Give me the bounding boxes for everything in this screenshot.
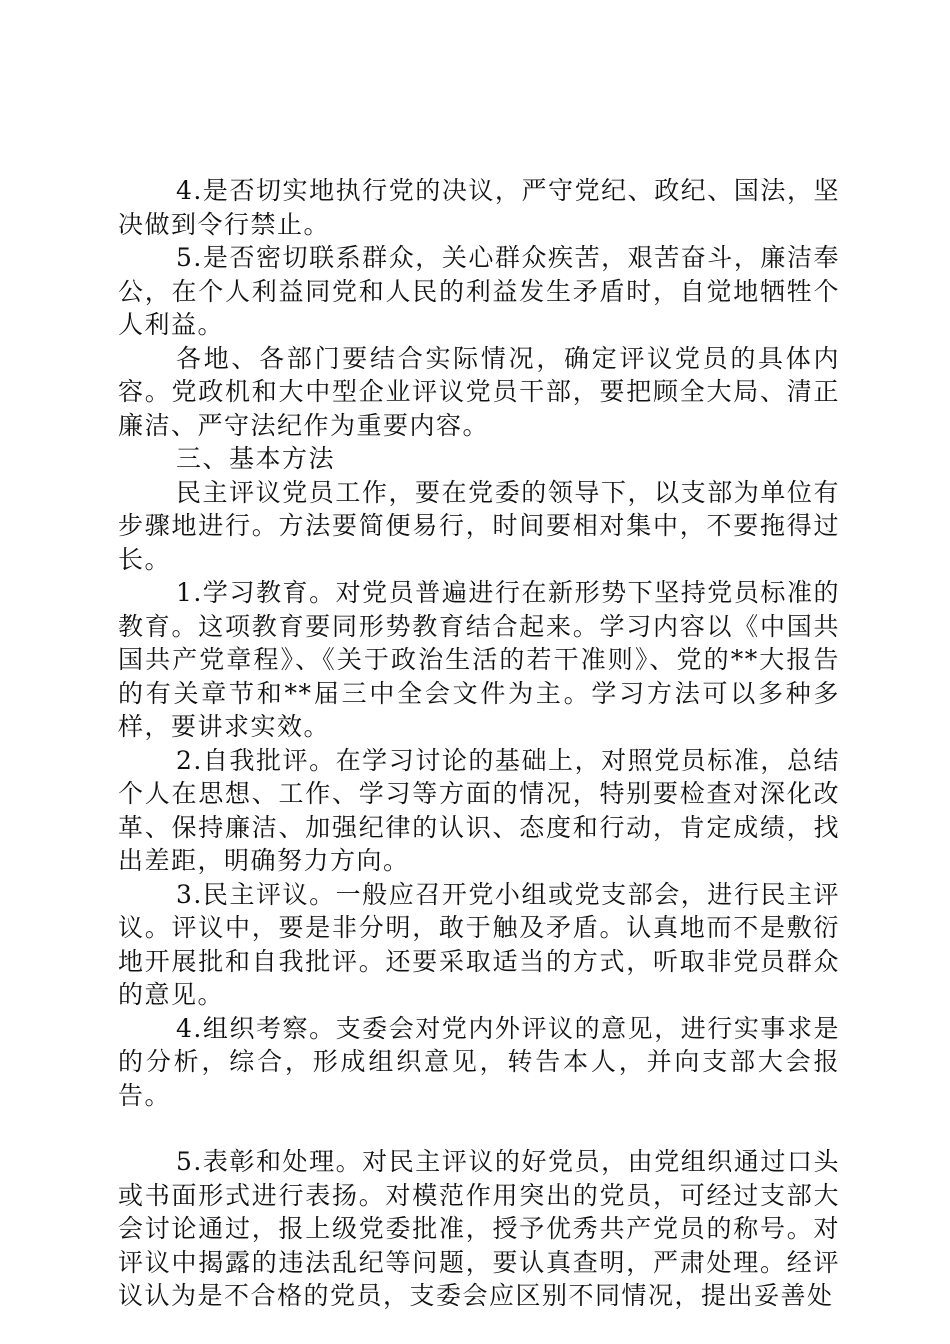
paragraph-item-5: 5.是否密切联系群众，关心群众疾苦，艰苦奋斗，廉洁奉公，在个人利益同党和人民的利益发生矛盾时，自觉地牺牲个人利益。 [118, 243, 840, 339]
paragraph-commendation-handling: 5.表彰和处理。对民主评议的好党员，由党组织通过口头或书面形式进行表扬。对模范作用突出的党员，可经过支部大会讨论通过，报上级党委批准，授予优秀共产党员的称号。对评议中揭露的违法乱纪等问题，要认真查明，严肃处理。经评议认为是不合格的党员，支委会应区别不同情况，提出妥善处 [118, 1147, 840, 1310]
paragraph-evaluation-content: 各地、各部门要结合实际情况，确定评议党员的具体内容。党政机和大中型企业评议党员干部，要把顾全大局、清正廉洁、严守法纪作为重要内容。 [118, 343, 840, 440]
paragraph-item-4: 4.是否切实地执行党的决议，严守党纪、政纪、国法，坚决做到令行禁止。 [118, 176, 840, 239]
paragraph-self-criticism: 2.自我批评。在学习讨论的基础上，对照党员标准，总结个人在思想、工作、学习等方面的情况，特别要检查对深化改革、保持廉洁、加强纪律的认识、态度和行动，肯定成绩，找出差距，明确努力方向。 [118, 745, 840, 875]
paragraph-study-education: 1.学习教育。对党员普遍进行在新形势下坚持党员标准的教育。这项教育要同形势教育结合起来。学习内容以《中国共国共产党章程》、《关于政治生活的若干准则》、党的**大报告的有关章节和**届三中全会文件为主。学习方法可以多种多样，要讲求实效。 [118, 578, 840, 741]
paragraph-organizational-review: 4.组织考察。支委会对党内外评议的意见，进行实事求是的分析，综合，形成组织意见，转告本人，并向支部大会报告。 [118, 1013, 840, 1110]
paragraph-democratic-evaluation: 3.民主评议。一般应召开党小组或党支部会，进行民主评议。评议中，要是非分明，敢于触及矛盾。认真地而不是敷衍地开展批和自我批评。还要采取适当的方式，听取非党员群众的意见。 [118, 879, 840, 1009]
section-heading-basic-methods: 三、基本方法 [176, 444, 336, 473]
document-body [118, 174, 840, 1313]
paragraph-method-intro: 民主评议党员工作，要在党委的领导下，以支部为单位有步骤地进行。方法要简便易行，时间要相对集中，不要拖得过长。 [118, 477, 840, 574]
